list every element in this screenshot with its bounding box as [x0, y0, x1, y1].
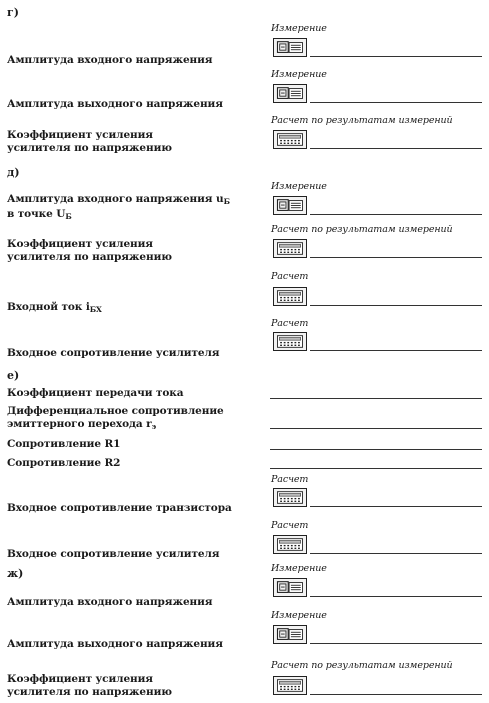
- calc-button[interactable]: [273, 332, 307, 351]
- answer-line[interactable]: [310, 553, 482, 554]
- answer-line[interactable]: [310, 643, 482, 644]
- measure-button[interactable]: [273, 84, 307, 103]
- answer-line[interactable]: [310, 350, 482, 351]
- measure-caption: Измерение: [271, 23, 327, 34]
- calculator-icon: [274, 333, 306, 350]
- calc-caption: Расчет: [271, 271, 309, 282]
- measure-button[interactable]: [273, 625, 307, 644]
- calc-button[interactable]: [273, 488, 307, 507]
- answer-line[interactable]: [310, 596, 482, 597]
- amplifier-input-resistance-label: Входное сопротивление усилителя: [7, 548, 220, 560]
- input-amplitude-point-label: Амплитуда входного напряжения $u_Б$ в точке $U_Б$: [7, 193, 230, 221]
- section-zh-label: ж): [7, 567, 24, 580]
- resistor-r1-label: Сопротивление R1: [7, 438, 121, 450]
- multimeter-icon: [274, 626, 306, 643]
- calc-button[interactable]: [273, 676, 307, 695]
- calc-button[interactable]: [273, 130, 307, 149]
- calc-button[interactable]: [273, 287, 307, 306]
- answer-line[interactable]: [310, 148, 482, 149]
- measure-caption: Измерение: [271, 69, 327, 80]
- calc-button[interactable]: [273, 535, 307, 554]
- measure-button[interactable]: [273, 196, 307, 215]
- answer-line[interactable]: [310, 214, 482, 215]
- voltage-gain-label: Коэффициент усиления усилителя по напряжению: [7, 238, 172, 263]
- transistor-input-resistance-label: Входное сопротивление транзистора: [7, 502, 232, 514]
- calc-caption: Расчет: [271, 474, 309, 485]
- answer-line[interactable]: [270, 468, 482, 469]
- input-current-label: Входной ток $i_{БХ}$: [7, 301, 102, 314]
- answer-line[interactable]: [310, 506, 482, 507]
- answer-line[interactable]: [310, 305, 482, 306]
- input-amplitude-label: Амплитуда входного напряжения: [7, 54, 213, 66]
- answer-line[interactable]: [310, 694, 482, 695]
- answer-line[interactable]: [310, 102, 482, 103]
- voltage-gain-label: Коэффициент усиления усилителя по напряжению: [7, 673, 172, 698]
- section-g-label: г): [7, 6, 19, 19]
- input-amplitude-label: Амплитуда входного напряжения: [7, 596, 213, 608]
- amplifier-input-resistance-label: Входное сопротивление усилителя: [7, 347, 220, 359]
- answer-line[interactable]: [270, 449, 482, 450]
- multimeter-icon: [274, 85, 306, 102]
- calc-caption: Расчет: [271, 318, 309, 329]
- measure-caption: Измерение: [271, 563, 327, 574]
- output-amplitude-label: Амплитуда выходного напряжения: [7, 638, 223, 650]
- multimeter-icon: [274, 579, 306, 596]
- resistor-r2-label: Сопротивление R2: [7, 457, 121, 469]
- answer-line[interactable]: [270, 428, 482, 429]
- section-d-label: д): [7, 166, 20, 179]
- calculator-icon: [274, 677, 306, 694]
- answer-line[interactable]: [270, 398, 482, 399]
- multimeter-icon: [274, 39, 306, 56]
- answer-line[interactable]: [310, 56, 482, 57]
- output-amplitude-label: Амплитуда выходного напряжения: [7, 98, 223, 110]
- calc-from-measure-caption: Расчет по результатам измерений: [271, 660, 453, 671]
- calculator-icon: [274, 240, 306, 257]
- voltage-gain-label: Коэффициент усиления усилителя по напряжению: [7, 129, 172, 154]
- calc-from-measure-caption: Расчет по результатам измерений: [271, 224, 453, 235]
- calc-button[interactable]: [273, 239, 307, 258]
- calculator-icon: [274, 536, 306, 553]
- measure-button[interactable]: [273, 38, 307, 57]
- calc-caption: Расчет: [271, 520, 309, 531]
- calculator-icon: [274, 131, 306, 148]
- measure-caption: Измерение: [271, 610, 327, 621]
- calculator-icon: [274, 288, 306, 305]
- current-transfer-label: Коэффициент передачи тока: [7, 387, 184, 399]
- multimeter-icon: [274, 197, 306, 214]
- calculator-icon: [274, 489, 306, 506]
- calc-from-measure-caption: Расчет по результатам измерений: [271, 115, 453, 126]
- section-e-label: е): [7, 369, 20, 382]
- measure-button[interactable]: [273, 578, 307, 597]
- answer-line[interactable]: [310, 257, 482, 258]
- measure-caption: Измерение: [271, 181, 327, 192]
- diff-resistance-label: Дифференциальное сопротивление эмиттерного перехода $r_э$: [7, 405, 224, 431]
